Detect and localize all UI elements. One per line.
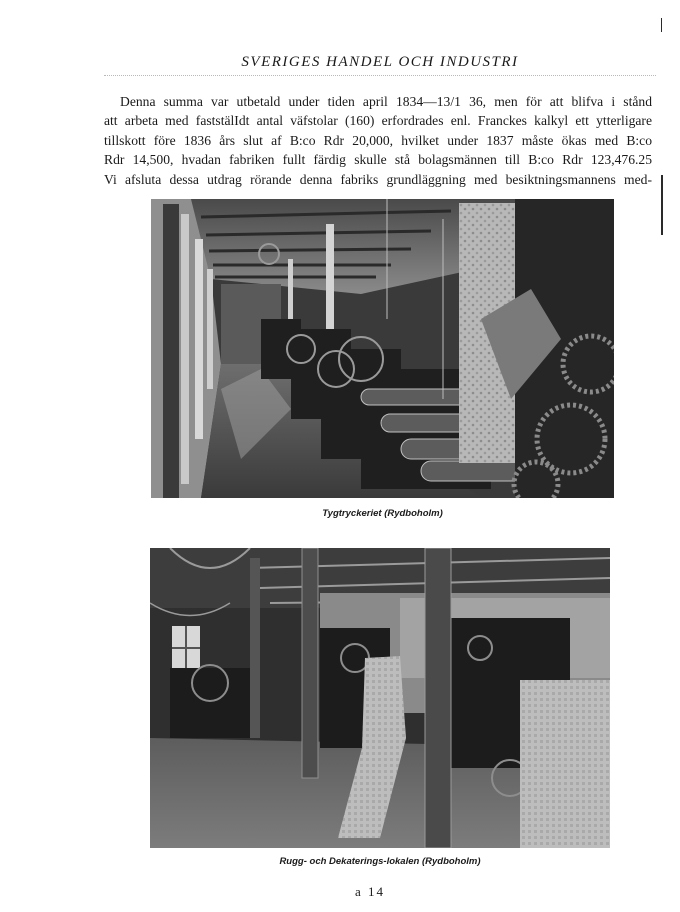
- scan-edge-mark: [661, 18, 662, 32]
- header-rule: [104, 75, 656, 76]
- body-line: Vi afsluta dessa utdrag rörande denna fabriks grundläggning med besiktningsmannens med-: [104, 171, 652, 187]
- photo-printing-hall: [151, 199, 614, 498]
- body-line: att arbeta med faststälIdt antal väfstolar (160) erfordrades enl. Franckes kalkyl ett ytterligare: [104, 113, 652, 129]
- figure-caption: Tygtryckeriet (Rydboholm): [322, 508, 443, 519]
- page-number: a 14: [354, 884, 386, 899]
- body-line: Rdr 14,500, hvadan fabriken fullt färdig skulle stå bolagsmännen till B:co Rdr 123,476.25: [104, 152, 652, 168]
- photo-napping-room: [150, 548, 610, 848]
- figure-caption: Rugg- och Dekaterings-lokalen (Rydboholm): [279, 856, 481, 867]
- scan-edge-mark: [661, 175, 663, 235]
- body-line: tillskott före 1836 års slut af B:co Rdr 20,000, hvilket under 1837 måste ökas med B:co: [104, 132, 652, 148]
- running-head: SVERIGES HANDEL OCH INDUSTRI: [241, 54, 519, 70]
- body-line: Denna summa var utbetald under tiden april 1834—13/1 36, men för att blifva i stånd: [120, 94, 652, 109]
- body-paragraph: [104, 92, 652, 189]
